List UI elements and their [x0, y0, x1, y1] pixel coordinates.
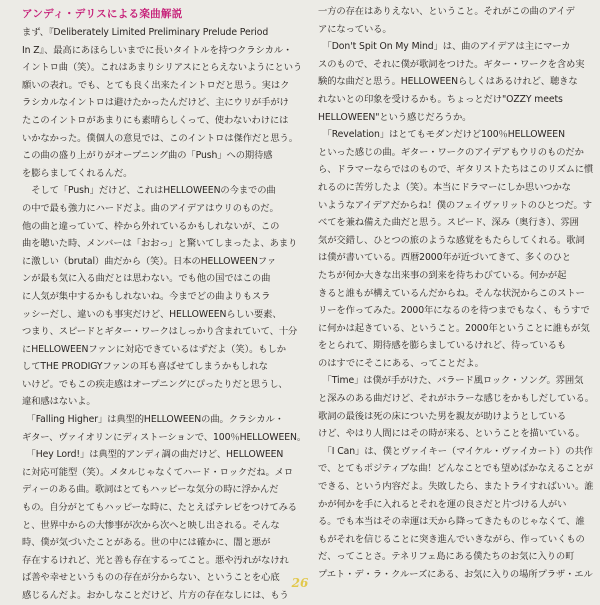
- text-line: 歌詞の最後は死の床についた男を親友が助けようとしている: [318, 410, 567, 422]
- text-line: 一方の存在はありえない、ということ。それがこの曲のアイデ: [318, 6, 575, 17]
- text-line: ば善や幸せというものの存在が分からない、ということを心底: [22, 572, 280, 584]
- text-line: れるのに苦労したよ（笑）。本当にドラマーにしか思いつかな: [318, 181, 571, 193]
- text-line: の中で最も強力にハードだよ。曲のアイデアはウリのものだ。: [22, 202, 279, 214]
- text-line: と、世界中からの大惨事が次から次へと映し出される。そんな: [22, 519, 280, 531]
- text-line: ら、ドラマーならではのもので、ギタリストたちはこのリズムに慣: [318, 164, 594, 176]
- text-line: に人気が集中するかもしれないね。今までどの曲よりもスラ: [22, 290, 271, 302]
- text-line: る。でも本当はその幸運は天から降ってきたものじゃなくて、誰: [318, 516, 585, 528]
- text-line: 時、僕が気づいたことがある。世の中には確かに、闇と悪が: [22, 537, 271, 549]
- text-line: と深みのある曲だけど、それがホラーな感じをかもしだしている。: [318, 393, 594, 405]
- text-line: アになっている。: [318, 23, 392, 35]
- text-line: イントロ曲（笑）。これはあまりシリアスにとらえないようにという: [22, 62, 303, 74]
- text-line: いけど。でもこの疾走感はオープニングにぴったりだと思うし、: [22, 378, 288, 390]
- text-line: れないとの印象を受けるかも。ちょっとだけ"OZZY meets: [318, 93, 563, 105]
- text-line: もの。自分がとてもハッピーな時に、たとえばテレビをつけてみる: [22, 502, 297, 514]
- text-line: リーを作ってみた。2000年になるのを待つまでもなく、もうすで: [318, 305, 590, 317]
- text-line: ギター、ヴァイオリンにディストーションで、100％HELLOWEEN。: [22, 431, 307, 443]
- text-line: に対応可能型（笑）。メタルじゃなくてハード・ロックだね。メロ: [22, 466, 294, 478]
- text-line: べてを兼ね備えた曲だと思う。スピード、深み（奥行き）、雰囲: [318, 217, 579, 229]
- text-line: 他の曲と違っていて、枠から外れているかもしれないが、この: [22, 220, 280, 232]
- text-line: ンが最も気に入る曲だとは思わない。でも他の国ではこの曲: [22, 273, 271, 285]
- section-heading: アンディ・デリスによる楽曲解説: [22, 8, 183, 20]
- text-line: 願いの表れ。でも、とても良く出来たイントロだと思う。実はク: [22, 79, 290, 91]
- text-line: たこのイントロがあまりにも素晴らしくって、使わないわけには: [22, 114, 289, 126]
- text-line: いかなかった。僕個人の意見では、このイントロは傑作だと思う。: [22, 132, 298, 144]
- text-line: 「Time」は僕が手がけた、バラード風ロック・ソング。雰囲気: [318, 375, 584, 387]
- text-line: 「Falling Higher」は典型的HELLOWEENの曲。クラシカル・: [22, 414, 284, 426]
- text-line: けど、やはり人間にはその時が来る、ということを描いている。: [318, 428, 585, 440]
- text-line: いようなアイデアだからね！僕のフェイヴァリットのひとつだ。す: [318, 199, 592, 211]
- text-line: そして「Push」だけど、これはHELLOWEENの今までの曲: [22, 185, 276, 197]
- text-line: HELLOWEEN"という感じだろうか。: [318, 111, 472, 123]
- text-line: ラシカルなイントロは避けたかったんだけど、主にウリが手がけ: [22, 97, 289, 109]
- text-line: 「Don't Spit On My Mind」は、曲のアイデアは主にマーカ: [318, 41, 571, 53]
- text-line: つまり、スピードとギター・ワークはしっかり含まれていて、十分: [22, 326, 298, 338]
- text-line: スのもので、それに僕が歌詞をつけた。ギター・ワークを含め実: [318, 58, 585, 70]
- text-line: 「I Can」は、僕とヴァイキー（マイケル・ヴァイカート）の共作: [318, 445, 593, 457]
- text-line: 曲を聴いた時、メンバーは「おおっ」と驚いてしまったよ、あまり: [22, 238, 298, 250]
- text-line: ディーのある曲。歌詞はとてもハッピーな気分の時に浮かんだ: [22, 484, 279, 496]
- text-line: この曲の盛り上がりがオープニング曲の「Push」への期待感: [22, 150, 273, 162]
- text-line: をとられて、期待感を膨らましているけれど、待っているも: [318, 340, 567, 352]
- text-line: 「Hey Lord!」は典型的アンディ調の曲だけど、HELLOWEEN: [22, 449, 284, 461]
- text-line: に何かは起きている、ということ。2000年ということに誰もが気: [318, 322, 590, 334]
- page-number: 26: [291, 576, 309, 590]
- text-line: で、とてもポジティブな曲！どんなことでも望めばかなえることが: [318, 463, 593, 475]
- text-line: 違和感はないよ。: [22, 396, 96, 408]
- text-line: のはすでにそこにある、ってことだよ。: [318, 357, 484, 369]
- text-line: 感じるんだよ。おかしなことだけど、片方の存在なしには、もう: [22, 590, 289, 601]
- text-line: もがそれを信じることに突き進んでいきながら、作っていくもの: [318, 533, 585, 545]
- text-line: は僕が書いている。西暦2000年が近づいてきて、多くのひと: [318, 252, 571, 264]
- text-line: かが何かを手に入れるとそれを運の良さだと片づける人がい: [318, 498, 567, 510]
- text-line: といった感じの曲。ギター・ワークのアイデアもウリのものだか: [318, 146, 584, 158]
- text-line: たちが何か大きな出来事の到来を待ちわびている。何かが起: [318, 269, 567, 281]
- text-line: 気が交錯し、ひとつの旅のような感覚をもたらしてくれる。歌詞: [318, 234, 585, 246]
- text-line: プエト・デ・ラ・クルーズにある、お気に入りの場所プラザ・エル: [318, 569, 593, 580]
- text-line: 験的な曲だと思う。HELLOWEENらしくはあるけれど、聴きな: [318, 76, 578, 88]
- text-line: できる、という内容だよ。失敗したら、またトライすればいい。誰: [318, 481, 594, 493]
- text-line: を膨らましてくれるんだ。: [22, 167, 133, 179]
- text-line: まず、『Deliberately Limited Preliminary Prelude Period: [22, 27, 269, 38]
- right-text-column: [318, 3, 594, 580]
- text-line: きると誰もが構えているんだからね。そんな状況からこのストー: [318, 287, 585, 299]
- text-line: だ、ってことさ。テネリフェ島にある僕たちのお気に入りの町: [318, 551, 575, 563]
- text-line: ッシーだし、違いのも事実だけど、HELLOWEENらしい要素、: [22, 308, 282, 320]
- text-line: 「Revelation」はとてもモダンだけど100％HELLOWEEN: [318, 129, 565, 141]
- text-line: にHELLOWEENファンに対応できているはずだよ（笑）。もしか: [22, 343, 286, 355]
- text-line: に激しい（brutal）曲だから（笑）。日本のHELLOWEENファ: [22, 255, 277, 267]
- text-line: 存在するけれど、光と善も存在するってこと。悪や汚れがなけれ: [22, 554, 289, 566]
- text-line: してTHE PRODIGYファンの耳も喜ばせてしまうかもしれな: [22, 361, 268, 373]
- text-line: In Z』、最高にあほらしいまでに長いタイトルを持つクラシカル・: [22, 44, 293, 56]
